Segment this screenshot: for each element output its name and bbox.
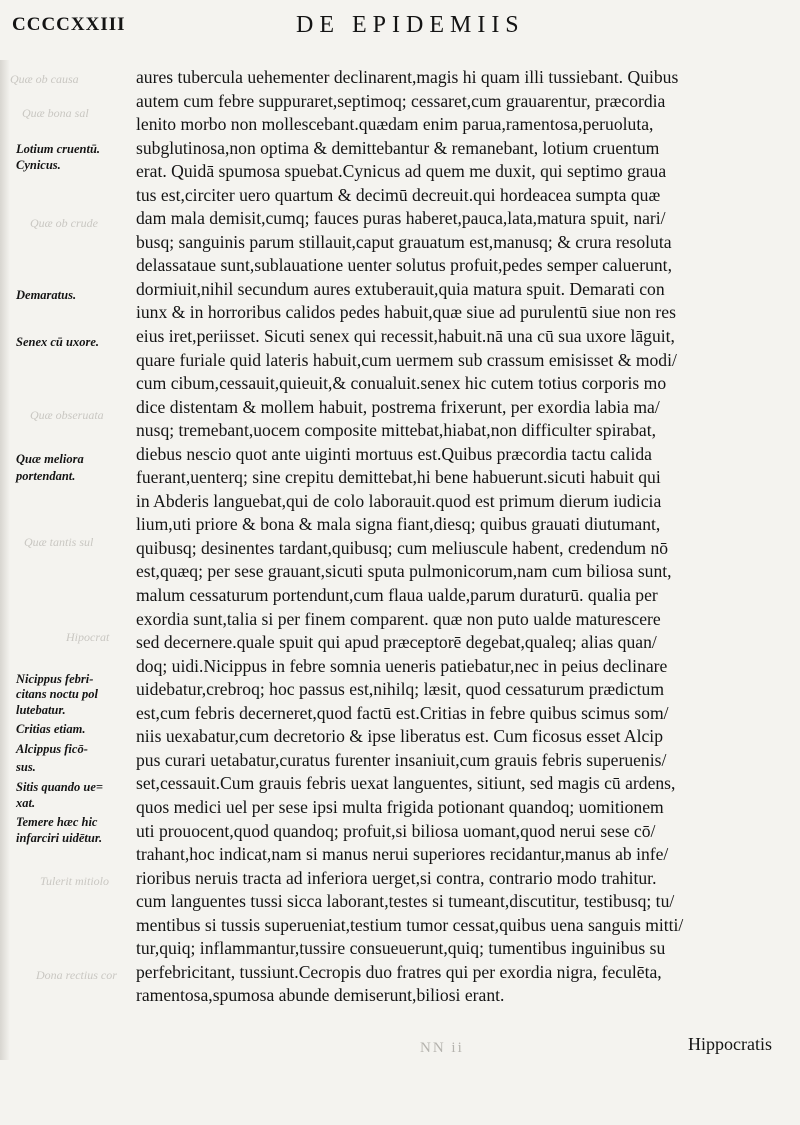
text-line: mentibus si tussis superueniat,testium tumor cessat,quibus uena sanguis mitti/ <box>136 914 684 935</box>
margin-note: portendant. <box>16 469 76 483</box>
ghost-note: Quæ bona sal <box>22 106 89 120</box>
text-line: aures tubercula uehementer declinarent,magis hi quam illi tussiebant. Quibus <box>136 67 679 87</box>
body-text <box>136 66 776 1008</box>
text-line: est,quæq; per sese grauant,sicuti sputa pulmonicorum,nam cum biliosa sunt, <box>136 561 672 582</box>
text-line: iunx & in horroribus calidos pedes habuit,quæ siue ad purulentū siue non res <box>136 302 676 323</box>
text-line: pus curari uetabatur,curatus furenter insaniuit,cum grauis febris superuenis/ <box>136 749 667 770</box>
text-line: dormiuit,nihil secundum aures extuberauit,quia matura spuit. Demarati con <box>136 278 665 299</box>
text-line: malum cessaturum portendunt,cum flaua ualde,parum duraturū. qualia per <box>136 585 658 606</box>
text-line: uti prouocent,quod quandoq; profuit,si biliosa uomant,quod nerui sese cō/ <box>136 820 656 841</box>
text-line: fuerant,uenterq; sine crepitu demittebat,hi bene habuerunt.sicuti habuit qui <box>136 467 661 488</box>
text-line: eius iret,periisset. Sicuti senex qui recessit,habuit.nā una cū sua uxore lāguit, <box>136 326 675 347</box>
text-line: quibusq; desinentes tardant,quibusq; cum meliuscule habent, credendum nō <box>136 537 669 558</box>
text-line: cum cibum,cessauit,quieuit,& conualuit.senex hic cutem totius corporis mo <box>136 373 667 394</box>
text-line: ramentosa,spumosa abunde demiserunt,biliosi erant. <box>136 985 505 1006</box>
margin-note: xat. <box>16 796 36 810</box>
text-line: autem cum febre suppuraret,septimoq; cessaret,cum grauarentur, præcordia <box>136 90 666 111</box>
margin-note: citans noctu pol <box>16 687 98 701</box>
text-line: est,cum febris decerneret,quod factū est.Critias in febre quibus scimus som/ <box>136 702 669 723</box>
text-line: exordia sunt,talia si per finem comparent. quæ non puto ualde maturescere <box>136 608 661 629</box>
folio-number: CCCCXXIII <box>12 14 126 35</box>
margin-note: Senex cū uxore. <box>16 335 99 349</box>
margin-note: Nicippus febri- <box>16 672 94 686</box>
margin-note: Demaratus. <box>16 288 77 302</box>
margin-note: Quæ meliora <box>16 452 84 466</box>
margin-note: infarciri uidētur. <box>16 831 103 845</box>
text-line: rioribus neruis tracta ad inferiora uerget,si contra, contrario modo trahitur. <box>136 867 657 888</box>
text-line: dam mala demisit,cumq; fauces puras haberet,pauca,lata,matura spuit, nari/ <box>136 208 666 229</box>
ghost-note: Dona rectius cor <box>36 968 117 982</box>
text-line: erat. Quidā spumosa spuebat.Cynicus ad quem me duxit, qui septimo graua <box>136 161 667 182</box>
text-line: in Abderis languebat,qui de colo laborauit.quod est primum dierum iudicia <box>136 490 662 511</box>
ghost-note: Hipocrat <box>66 630 110 644</box>
ghost-note: Tulerit mitiolo <box>40 874 110 888</box>
text-line: set,cessauit.Cum grauis febris uexat languentes, sitiunt, sed magis cū ardens, <box>136 773 676 794</box>
margin-note: lutebatur. <box>16 703 66 717</box>
text-line: tus est,circiter uero quartum & decimū decreuit.qui hordeacea sumpta quæ <box>136 184 661 205</box>
text-line: niis uexabatur,cum decretorio & ipse liberatus est. Cum ficosus esset Alcip <box>136 726 663 747</box>
text-line: uidebatur,crebroq; hoc passus est,nihilq; læsit, quod cessaturum prædictum <box>136 679 665 700</box>
ghost-note: Quæ obseruata <box>30 408 104 422</box>
text-line: tur,quiq; inflammantur,tussire consueuerunt,quiq; tumentibus inguinibus su <box>136 938 666 959</box>
text-line: lium,uti priore & bona & mala signa fiant,diesq; quibus grauati diutumant, <box>136 514 661 535</box>
ghost-note: Quæ ob causa <box>10 72 79 86</box>
text-line: dice distentam & mollem habuit, postrema frixerunt, per exordia labia ma/ <box>136 396 660 417</box>
margin-note: sus. <box>16 760 36 774</box>
ghost-note: Quæ tantis sul <box>24 535 94 549</box>
text-line: subglutinosa,non optima & demittebantur & remanebant, lotium cruentum <box>136 137 660 158</box>
text-line: busq; sanguinis parum stillauit,caput grauatum est,manusq; & crura resoluta <box>136 231 672 252</box>
text-line: cum languentes tussi sicca laborant,testes si tumeant,discutitur, testibusq; tu/ <box>136 891 675 912</box>
margin-note: Alcippus ficō- <box>16 742 88 756</box>
text-line: perfebricitant, tussiunt.Cecropis duo fratres qui per exordia nigra, feculēta, <box>136 961 662 982</box>
running-title: DE EPIDEMIIS <box>296 12 525 38</box>
gutter-shadow <box>0 60 10 1060</box>
margin-note: Critias etiam. <box>16 722 86 736</box>
margin-note: Lotium cruentū. <box>16 142 101 156</box>
text-line: trahant,hoc indicat,nam si manus nerui superiores recidantur,manus ab infe/ <box>136 844 669 865</box>
text-line: quos medici uel per sese ipsi multa frigida potionant quandoq; uomitionem <box>136 796 664 817</box>
catchword: Hippocratis <box>688 1034 772 1054</box>
text-line: doq; uidi.Nicippus in febre somnia ueneris patiebatur,nec in peius declinare <box>136 655 668 676</box>
text-line: nusq; tremebant,uocem composite mittebat,hiabat,non difficulter spirabat, <box>136 420 657 441</box>
text-line: sed decernere.quale spuit qui apud præceptorē degebat,qualeq; alias quan/ <box>136 632 657 653</box>
margin-note: Cynicus. <box>16 158 61 172</box>
text-line: lenito morbo non mollescebant.quædam enim parua,ramentosa,peruoluta, <box>136 114 654 135</box>
text-line: diebus nescio quot ante uiginti mortuus est.Quibus præcordia tactu calida <box>136 443 652 464</box>
margin-note: Temere hæc hic <box>16 815 98 829</box>
margin-note: Sitis quando ue= <box>16 780 104 794</box>
ghost-note: Quæ ob crude <box>30 216 98 230</box>
text-line: quare furiale quid lateris habuit,cum uermem sub crassum emisisset & modi/ <box>136 349 677 370</box>
signature-mark: NN ii <box>420 1040 464 1056</box>
text-line: delassataue sunt,sublauatione uenter solutus profuit,pedes semper caluerunt, <box>136 255 672 276</box>
